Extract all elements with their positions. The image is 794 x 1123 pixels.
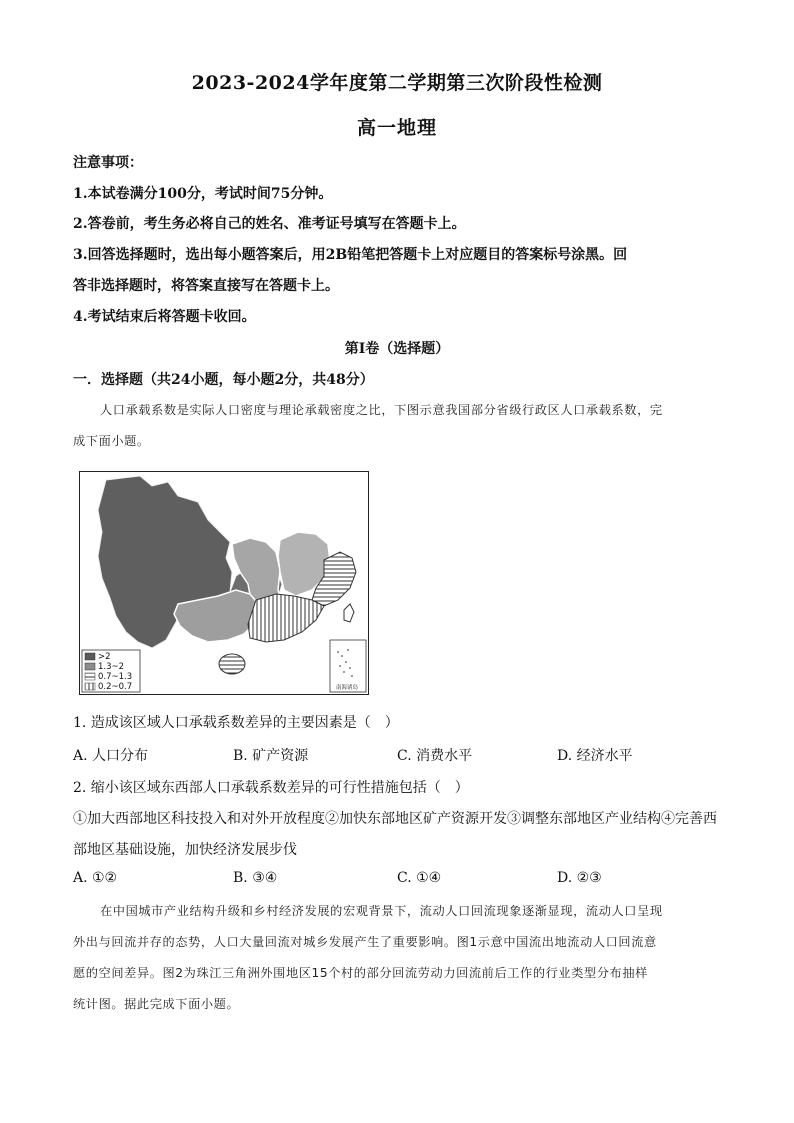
option-a[interactable]: A. 人口分布 [73, 748, 149, 764]
passage-line: 愿的空间差异。图2为珠江三角洲外围地区15个村的部分回流劳动力回流前后工作的行业类型分布抽样 [73, 966, 648, 980]
passage-line: 在中国城市产业结构升级和乡村经济发展的宏观背景下，流动人口回流现象逐渐显现，流动人口呈现 [100, 904, 663, 918]
notice-item: 1.本试卷满分100分，考试时间75分钟。 [73, 186, 333, 202]
legend-swatch-13-2 [85, 663, 95, 670]
option-d[interactable]: D. 经济水平 [557, 748, 633, 764]
legend-swatch-gt2 [85, 653, 95, 660]
legend-label: 0.2~0.7 [98, 682, 133, 692]
passage-line: 外出与回流并存的态势，人口大量回流对城乡发展产生了重要影响。图1示意中国流出地流动人口回流意 [73, 935, 657, 949]
question-stem: 1. 造成该区域人口承载系数差异的主要因素是（ ） [73, 715, 399, 731]
population-capacity-map [79, 471, 369, 695]
exam-title: 2023-2024学年度第二学期第三次阶段性检测 [191, 72, 603, 94]
map-graphic [80, 472, 368, 694]
option-c[interactable]: C. ①④ [397, 870, 442, 886]
legend-label: 1.3~2 [98, 662, 125, 672]
option-c[interactable]: C. 消费水平 [397, 748, 473, 764]
question-statement: 部地区基础设施，加快经济发展步伐 [73, 842, 297, 858]
region-guangdong [248, 594, 324, 642]
option-b[interactable]: B. 矿产资源 [233, 748, 309, 764]
section-heading: 一．选择题（共24小题，每小题2分，共48分） [73, 372, 374, 388]
notice-item: 3.回答选择题时，选出每小题答案后，用2B铅笔把答题卡上对应题目的答案标号涂黑。回 [73, 247, 628, 263]
question-statement: ①加大西部地区科技投入和对外开放程度②加快东部地区矿产资源开发③调整东部地区产业结构④完善西 [73, 811, 717, 827]
passage-line: 人口承载系数是实际人口密度与理论承载密度之比，下图示意我国部分省级行政区人口承载系数，完 [100, 403, 663, 417]
option-d[interactable]: D. ②③ [557, 870, 602, 886]
legend-label: >2 [98, 652, 111, 662]
question-stem: 2. 缩小该区域东西部人口承载系数差异的可行性措施包括（ ） [73, 780, 469, 796]
passage-line: 统计图。据此完成下面小题。 [73, 997, 240, 1011]
legend-swatch-07-13 [85, 673, 95, 680]
notice-item: 答非选择题时，将答案直接写在答题卡上。 [73, 278, 339, 294]
passage-line: 成下面小题。 [73, 434, 150, 448]
exam-subject: 高一地理 [356, 117, 437, 139]
notice-item: 4.考试结束后将答题卡收回。 [73, 309, 256, 325]
island-taiwan [344, 604, 354, 622]
notice-item: 2.答卷前，考生务必将自己的姓名、准考证号填写在答题卡上。 [73, 216, 466, 232]
option-a[interactable]: A. ①② [73, 870, 118, 886]
notice-heading: 注意事项： [73, 155, 143, 171]
inset-label: 南海诸岛 [336, 685, 359, 691]
legend-swatch-02-07 [85, 683, 95, 690]
option-b[interactable]: B. ③④ [233, 870, 278, 886]
legend-label: 0.7~1.3 [98, 672, 133, 682]
region-hainan [219, 654, 245, 674]
part-title: 第Ⅰ卷（选择题） [344, 341, 450, 357]
